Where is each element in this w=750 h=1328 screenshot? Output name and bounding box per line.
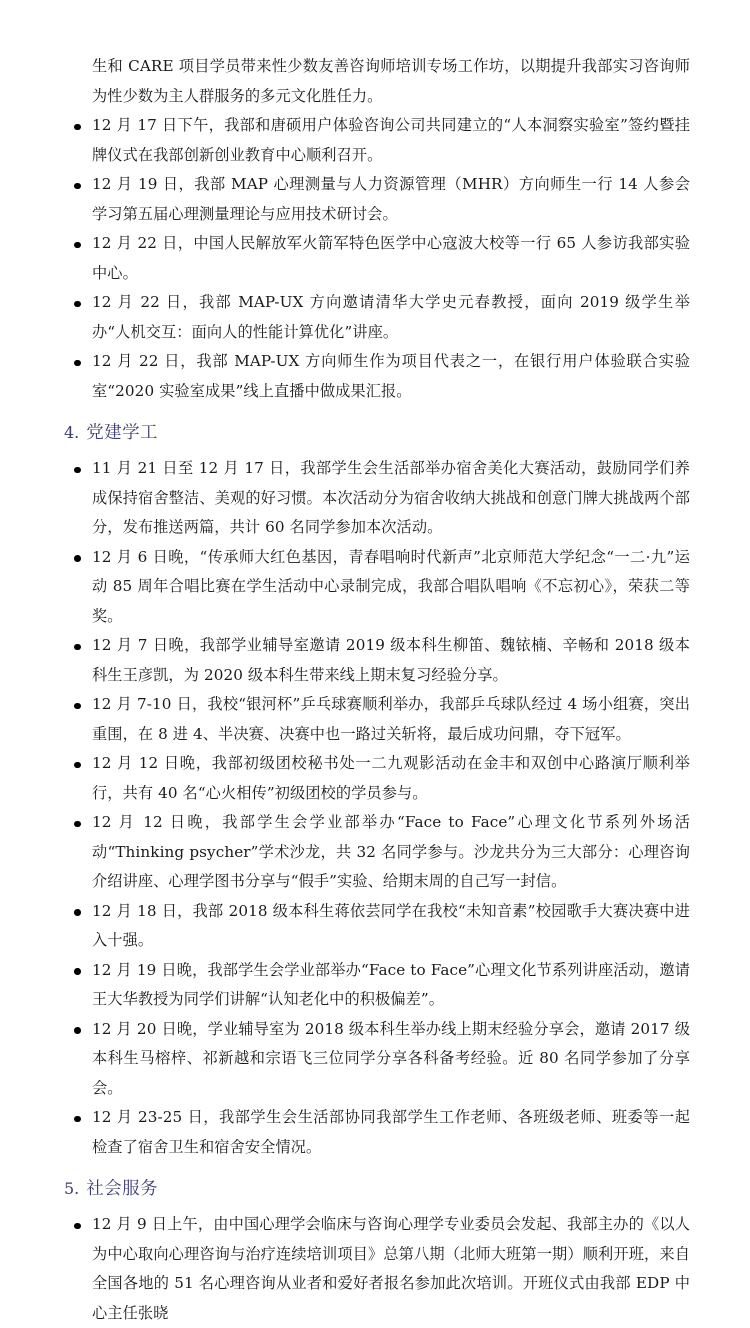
section-number: 5. xyxy=(64,1179,80,1198)
list-item: 12 月 7-10 日，我校“银河杯”乒乓球赛顺利举办，我部乒乓球队经过 4 场小组赛，突出重围，在 8 进 4、半决赛、决赛中也一路过关斩将，最后成功问鼎，夺下冠军。 xyxy=(60,690,690,749)
list-item: 12 月 18 日，我部 2018 级本科生蒋依芸同学在我校“未知音素”校园歌手大赛决赛中进入十强。 xyxy=(60,897,690,956)
section-heading-5 xyxy=(60,1172,690,1206)
list-item: 12 月 17 日下午，我部和唐硕用户体验咨询公司共同建立的“人本洞察实验室”签约暨挂牌仪式在我部创新创业教育中心顺利召开。 xyxy=(60,111,690,170)
section-heading-4 xyxy=(60,416,690,450)
list-item: 12 月 6 日晚，“传承师大红色基因，青春唱响时代新声”北京师范大学纪念“一二·九”运动 85 周年合唱比赛在学生活动中心录制完成，我部合唱队唱响《不忘初心》，荣获二等奖。 xyxy=(60,543,690,632)
list-item: 12 月 7 日晚，我部学业辅导室邀请 2019 级本科生柳笛、魏铱楠、辛畅和 2018 级本科生王彦凯，为 2020 级本科生带来线上期末复习经验分享。 xyxy=(60,631,690,690)
top-bullet-list xyxy=(60,111,690,406)
section-title: 党建学工 xyxy=(86,423,158,443)
list-item: 12 月 20 日晚，学业辅导室为 2018 级本科生举办线上期末经验分享会，邀请 2017 级本科生马榕梓、祁新越和宗语飞三位同学分享各科备考经验。近 80 名同学参加了分享会。 xyxy=(60,1015,690,1104)
list-item: 12 月 19 日晚，我部学生会学业部举办“Face to Face”心理文化节系列讲座活动，邀请王大华教授为同学们讲解“认知老化中的积极偏差”。 xyxy=(60,956,690,1015)
section-number: 4. xyxy=(64,423,80,442)
section-4-bullet-list xyxy=(60,454,690,1162)
section-5-bullet-list xyxy=(60,1210,690,1328)
list-item: 12 月 22 日，中国人民解放军火箭军特色医学中心寇波大校等一行 65 人参访我部实验中心。 xyxy=(60,229,690,288)
list-item: 12 月 9 日上午，由中国心理学会临床与咨询心理学专业委员会发起、我部主办的《以人为中心取向心理咨询与治疗连续培训项目》总第八期（北师大班第一期）顺利开班，来自全国各地的 51 名心理咨询从业者和爱好者报名参加此次培训。开班仪式由我部 EDP 中心主任张晓 xyxy=(60,1210,690,1328)
list-item: 12 月 12 日晚，我部初级团校秘书处一二九观影活动在金丰和双创中心路演厅顺利举行，共有 40 名“心火相传”初级团校的学员参与。 xyxy=(60,749,690,808)
list-item: 12 月 22 日，我部 MAP-UX 方向师生作为项目代表之一，在银行用户体验联合实验室“2020 实验室成果”线上直播中做成果汇报。 xyxy=(60,347,690,406)
document-body xyxy=(60,52,690,1328)
list-item: 12 月 19 日，我部 MAP 心理测量与人力资源管理（MHR）方向师生一行 14 人参会学习第五届心理测量理论与应用技术研讨会。 xyxy=(60,170,690,229)
list-item: 12 月 22 日，我部 MAP-UX 方向邀请清华大学史元春教授，面向 2019 级学生举办“人机交互：面向人的性能计算优化”讲座。 xyxy=(60,288,690,347)
list-item: 12 月 12 日晚，我部学生会学业部举办“Face to Face”心理文化节系列外场活动“Thinking psycher”学术沙龙，共 32 名同学参与。沙龙共分为三大部分：心理咨询介绍讲座、心理学图书分享与“假手”实验、给期末周的自己写一封信。 xyxy=(60,808,690,897)
section-title: 社会服务 xyxy=(86,1179,158,1199)
continuation-paragraph: 生和 CARE 项目学员带来性少数友善咨询师培训专场工作坊，以期提升我部实习咨询师为性少数为主人群服务的多元文化胜任力。 xyxy=(92,57,690,105)
list-item: 12 月 23-25 日，我部学生会生活部协同我部学生工作老师、各班级老师、班委等一起检查了宿舍卫生和宿舍安全情况。 xyxy=(60,1103,690,1162)
list-item: 11 月 21 日至 12 月 17 日，我部学生会生活部举办宿舍美化大赛活动，鼓励同学们养成保持宿舍整洁、美观的好习惯。本次活动分为宿舍收纳大挑战和创意门牌大挑战两个部分，发布推送两篇，共计 60 名同学参加本次活动。 xyxy=(60,454,690,543)
